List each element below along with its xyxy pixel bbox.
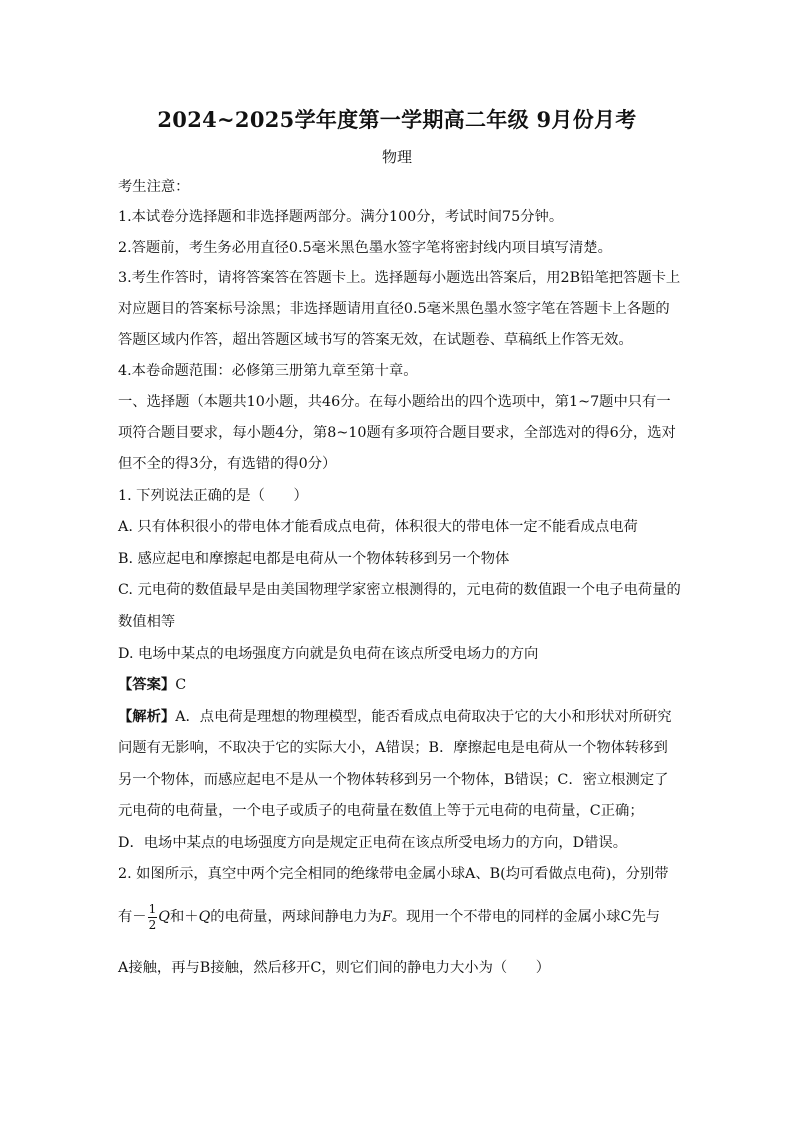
notice-line-6: 4.本卷命题范围：必修第三册第九章至第十章。 bbox=[118, 363, 418, 379]
notice-line-1: 1.本试卷分选择题和非选择题两部分。满分100分，考试时间75分钟。 bbox=[118, 209, 564, 225]
fraction-half bbox=[148, 902, 158, 933]
q1-option-c-cont: 数值相等 bbox=[118, 614, 176, 630]
q1-analysis-line-5: D．电场中某点的电场强度方向是规定正电荷在该点所受电场力的方向，D错误。 bbox=[118, 835, 628, 851]
notice-line-4: 对应题目的答案标号涂黑；非选择题请用直径0.5毫米黑色墨水签字笔在答题卡上各题的 bbox=[118, 301, 670, 317]
answer-label: 【答案】 bbox=[118, 677, 176, 693]
q1-stem: 1. 下列说法正确的是（ ） bbox=[118, 488, 308, 504]
q1-option-d: D. 电场中某点的电场强度方向就是负电荷在该点所受电场力的方向 bbox=[118, 646, 539, 662]
force-symbol: F bbox=[381, 909, 392, 925]
q2-stem-line-1: 2. 如图所示，真空中两个完全相同的绝缘带电金属小球A、B(均可看做点电荷)，分别带 bbox=[118, 866, 669, 882]
q2-text-post: 。现用一个不带电的同样的金属小球C先与 bbox=[391, 909, 661, 925]
charge-symbol-q1: Q bbox=[158, 909, 170, 925]
q1-analysis-line-1 bbox=[118, 707, 678, 727]
exam-subject: 物理 bbox=[381, 148, 412, 166]
q1-option-b: B. 感应起电和摩擦起电都是电荷从一个物体转移到另一个物体 bbox=[118, 551, 510, 567]
q1-analysis-line-4: 元电荷的电荷量，一个电子或质子的电荷量在数值上等于元电荷的电荷量，C正确； bbox=[118, 803, 644, 819]
section1-line-3: 但不全的得3分，有选错的得0分） bbox=[118, 456, 337, 472]
notice-line-5: 答题区域内作答，超出答题区域书写的答案无效，在试题卷、草稿纸上作答无效。 bbox=[118, 332, 633, 348]
q2-stem-line-3: A接触，再与B接触，然后移开C，则它们间的静电力大小为（ ） bbox=[118, 960, 551, 976]
notice-line-3: 3.考生作答时，请将答案答在答题卡上。选择题每小题选出答案后，用2B铅笔把答题卡上 bbox=[118, 270, 681, 286]
q1-analysis-line-3: 另一个物体，而感应起电不是从一个物体转移到另一个物体，B错误；C．密立根测定了 bbox=[118, 772, 669, 788]
q1-option-a: A. 只有体积很小的带电体才能看成点电荷，体积很大的带电体一定不能看成点电荷 bbox=[118, 519, 638, 535]
exam-title: 2024~2025学年度第一学期高二年级 9月份月考 bbox=[157, 107, 637, 132]
q2-text-pre: 有－ bbox=[118, 909, 147, 925]
answer-value: C bbox=[175, 677, 187, 693]
section1-line-1: 一、选择题（本题共10小题，共46分。在每小题给出的四个选项中，第1~7题中只有一 bbox=[118, 394, 671, 410]
q1-option-c: C. 元电荷的数值最早是由美国物理学家密立根测得的，元电荷的数值跟一个电子电荷量的 bbox=[118, 582, 681, 598]
section1-line-2: 项符合题目要求，每小题4分，第8~10题有多项符合题目要求，全部选对的得6分，选对 bbox=[118, 425, 676, 441]
analysis-text-1: A．点电荷是理想的物理模型，能否看成点电荷取决于它的大小和形状对所研究 bbox=[175, 709, 672, 725]
fraction-denominator: 2 bbox=[148, 917, 157, 932]
q2-stem-line-2 bbox=[118, 900, 678, 934]
q2-text-mid2: 的电荷量，两球间静电力为 bbox=[210, 909, 382, 925]
q2-text-mid: 和＋ bbox=[169, 909, 199, 925]
analysis-label: 【解析】 bbox=[118, 709, 176, 725]
notice-heading: 考生注意： bbox=[118, 179, 190, 195]
fraction-numerator: 1 bbox=[148, 901, 157, 916]
charge-symbol-q2: Q bbox=[198, 909, 211, 925]
notice-line-2: 2.答题前，考生务必用直径0.5毫米黑色墨水签字笔将密封线内项目填写清楚。 bbox=[118, 240, 612, 256]
q1-analysis-line-2: 问题有无影响，不取决于它的实际大小，A错误；B．摩擦起电是电荷从一个物体转移到 bbox=[118, 740, 668, 756]
q1-answer bbox=[118, 675, 678, 695]
